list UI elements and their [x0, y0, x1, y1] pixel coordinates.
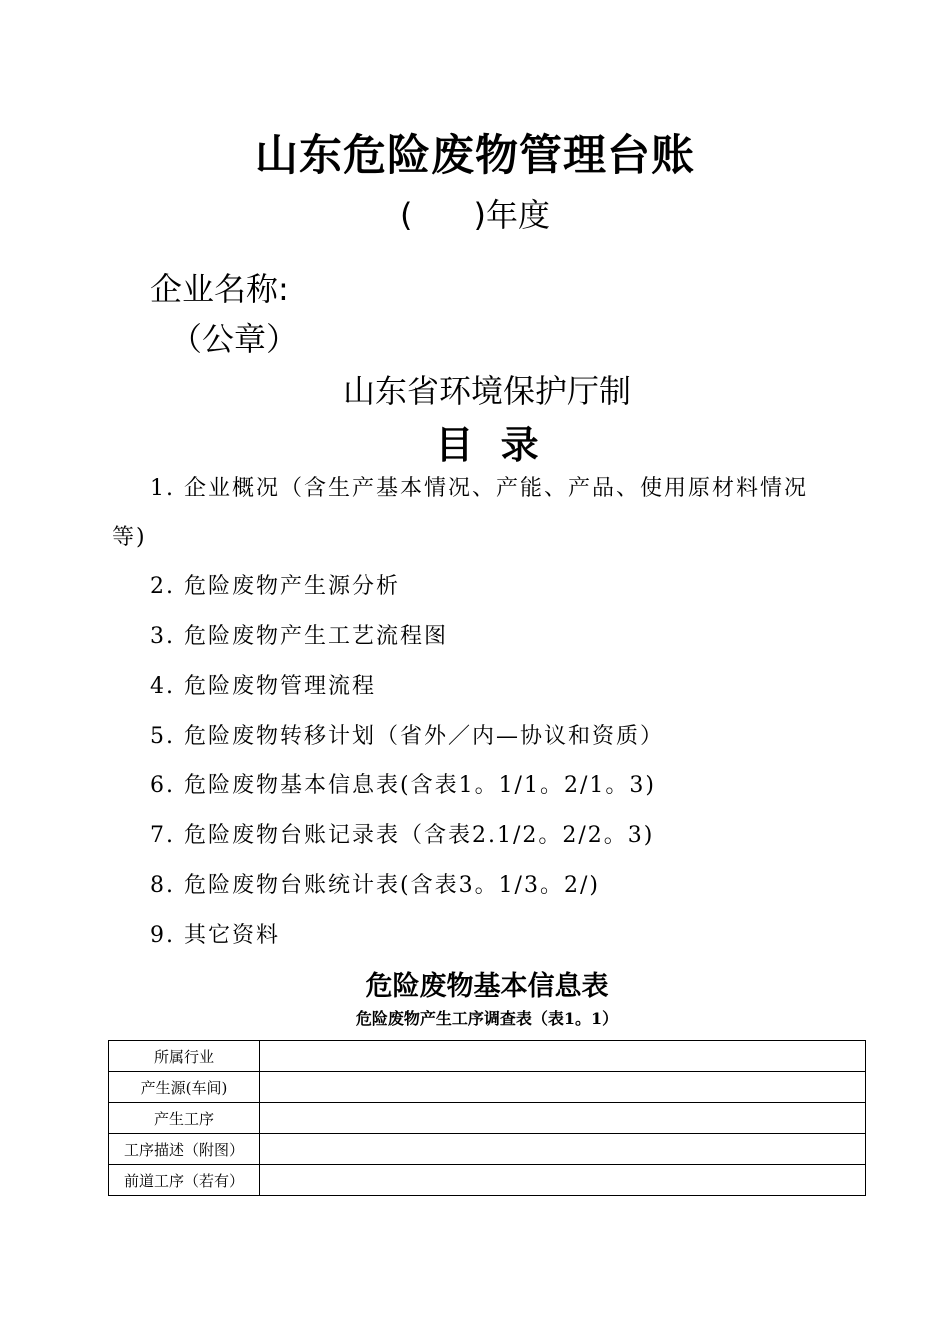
toc-item-8: 8. 危险废物台账统计表(含表3。1/3。2/) [150, 873, 600, 898]
row-value-cell[interactable] [260, 1041, 866, 1072]
toc-item-7: 7. 危险废物台账记录表（含表2.1/2。2/2。3) [150, 823, 655, 848]
company-name-label: 企业名称: [150, 270, 289, 308]
table-row [109, 1134, 866, 1165]
row-value-cell[interactable] [260, 1134, 866, 1165]
toc-item-1-continued: 等) [112, 525, 147, 550]
toc-title: 目 录 [435, 423, 539, 467]
table-row [109, 1072, 866, 1103]
row-value-cell[interactable] [260, 1072, 866, 1103]
year-line: ( )年度 [399, 196, 550, 234]
seal-label: （公章） [170, 320, 299, 358]
row-label: 工序描述（附图） [109, 1134, 260, 1165]
toc-item-2: 2. 危险废物产生源分析 [150, 574, 400, 599]
process-survey-table [108, 1040, 866, 1196]
row-label: 所属行业 [109, 1041, 260, 1072]
table-row [109, 1165, 866, 1196]
table-row [109, 1103, 866, 1134]
row-label: 前道工序（若有） [109, 1165, 260, 1196]
row-label: 产生源(车间) [109, 1072, 260, 1103]
row-label: 产生工序 [109, 1103, 260, 1134]
toc-item-4: 4. 危险废物管理流程 [150, 674, 376, 699]
table-row [109, 1041, 866, 1072]
table-caption: 危险废物产生工序调查表（表1。1） [355, 1009, 619, 1028]
toc-item-1: 1. 企业概况（含生产基本情况、产能、产品、使用原材料情况 [150, 476, 808, 501]
row-value-cell[interactable] [260, 1165, 866, 1196]
toc-item-6: 6. 危险废物基本信息表(含表1。1/1。2/1。3) [150, 773, 656, 798]
toc-item-9: 9. 其它资料 [150, 923, 280, 948]
issuer-line: 山东省环境保护厅制 [342, 372, 631, 410]
toc-item-3: 3. 危险废物产生工艺流程图 [150, 624, 448, 649]
toc-item-5: 5. 危险废物转移计划（省外／内—协议和资质） [150, 724, 664, 749]
section-title: 危险废物基本信息表 [365, 971, 609, 1002]
document-title: 山东危险废物管理台账 [255, 131, 695, 181]
row-value-cell[interactable] [260, 1103, 866, 1134]
